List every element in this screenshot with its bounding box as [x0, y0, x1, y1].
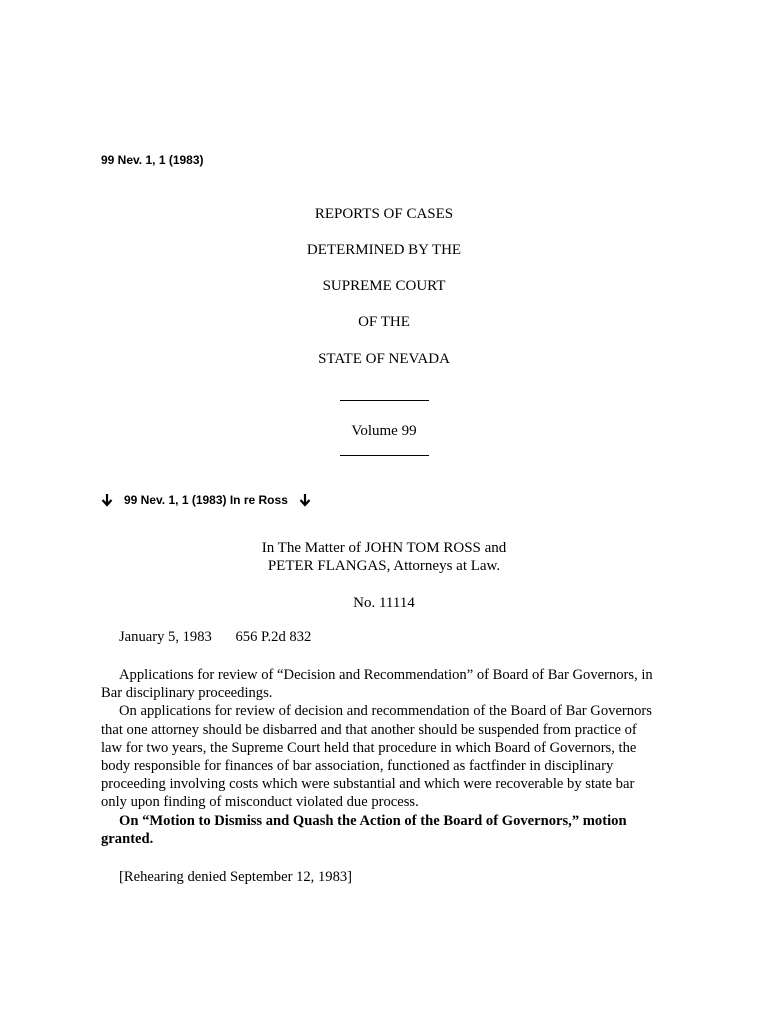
case-number: No. 11114: [353, 595, 415, 611]
case-summary: [101, 666, 661, 848]
report-title-line-5: STATE OF NEVADA: [318, 351, 450, 367]
report-title-line-1: REPORTS OF CASES: [314, 206, 454, 222]
matter-line-2: PETER FLANGAS, Attorneys at Law.: [267, 558, 501, 574]
down-arrow-icon: [101, 493, 113, 507]
report-title-line-2: DETERMINED BY THE: [306, 242, 462, 258]
summary-paragraph-1: Applications for review of “Decision and Recommendation” of Board of Bar Governors, in Bar disciplinary proceedings.: [101, 667, 653, 702]
report-title-line-3: SUPREME COURT: [322, 278, 446, 294]
report-title-line-4: OF THE: [358, 314, 410, 330]
summary-paragraph-2: On applications for review of decision and recommendation of the Board of Bar Governors that one attorney should be disbarred and that another should be suspended from practice of law for two years, the Supreme Court held that procedure in which Board of Governors, the body responsible for finances of bar association, functioned as factfinder in disciplinary proceeding involving costs which were substantial and which were recoverable by state bar only upon finding of misconduct violated due process.: [101, 703, 652, 811]
down-arrow-icon: [299, 493, 311, 507]
title-rule-bottom: [340, 455, 429, 456]
decision-date-row: [119, 629, 311, 646]
page-citation: 99 Nev. 1, 1 (1983): [101, 153, 204, 167]
case-heading-text: 99 Nev. 1, 1 (1983) In re Ross: [124, 493, 288, 507]
matter-line-1: In The Matter of JOHN TOM ROSS and: [261, 540, 507, 556]
rehearing-note: [Rehearing denied September 12, 1983]: [119, 869, 353, 885]
decision-date: January 5, 1983: [119, 629, 212, 645]
title-rule-top: [340, 400, 429, 401]
reporter-citation: 656 P.2d 832: [235, 629, 312, 645]
case-heading: [101, 493, 311, 507]
volume-label: Volume 99: [351, 423, 417, 439]
holding-paragraph: On “Motion to Dismiss and Quash the Action of the Board of Governors,” motion granted.: [101, 812, 627, 847]
